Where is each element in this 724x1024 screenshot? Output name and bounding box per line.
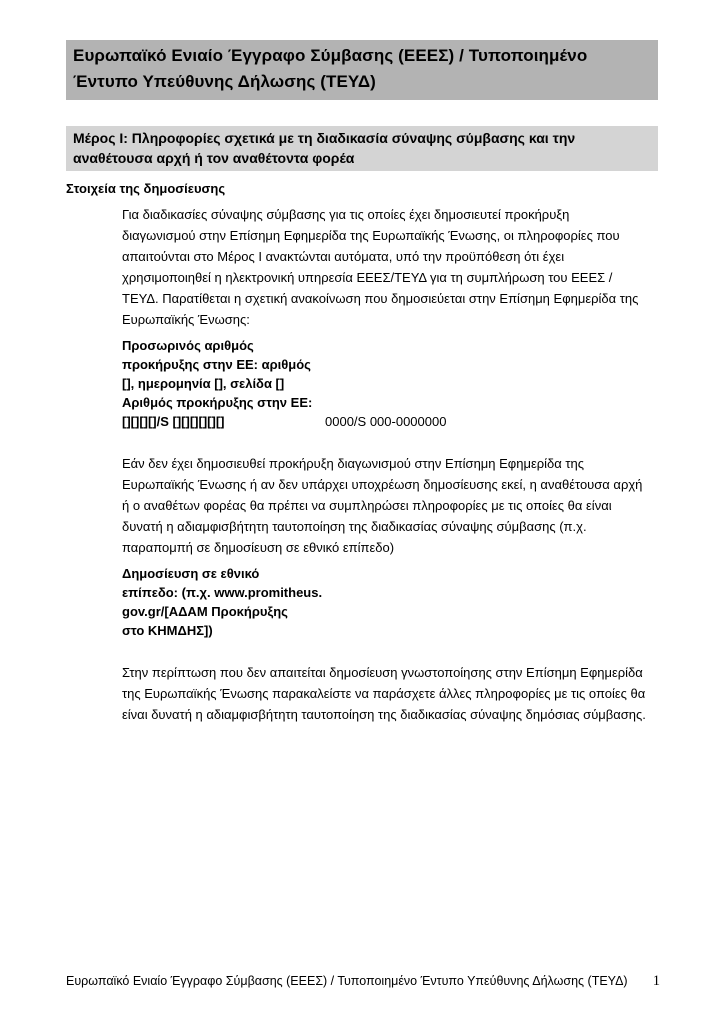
document-title: Ευρωπαϊκό Ενιαίο Έγγραφο Σύμβασης (ΕΕΕΣ) / Τυποποιημένο Έντυπο Υπεύθυνης Δήλωσης (ΤΕΥΔ) (66, 40, 658, 100)
paragraph-no-requirement: Στην περίπτωση που δεν απαιτείται δημοσίευση γνωστοποίησης στην Επίσημη Εφημερίδα της Ευρωπαϊκής Ένωσης παρακαλείστε να παράσχετε άλλες πληροφορίες με τις οποίες θα είναι δυνατή η αδιαμφισβήτητη ταυτοποίηση της διαδικασίας σύναψης δημόσιας σύμβασης. (122, 665, 646, 722)
eu-notice-number-value: 0000/S 000-0000000 (325, 414, 447, 429)
document-body (66, 40, 658, 725)
field-national-publication (122, 564, 658, 640)
part1-section-header: Μέρος Ι: Πληροφορίες σχετικά με τη διαδικασία σύναψης σύμβασης και την αναθέτουσα αρχή ή τον αναθέτοντα φορέα (66, 126, 658, 171)
national-publication-label: Δημοσίευση σε εθνικό επίπεδο: (π.χ. www.promitheus. gov.gr/[ΑΔΑΜ Προκήρυξης στο ΚΗΜΔΗΣ]) (122, 566, 323, 638)
eu-notice-number-label: Προσωρινός αριθμός προκήρυξης στην ΕΕ: αριθμός [], ημερομηνία [], σελίδα [] Αριθμός προκήρυξης στην ΕΕ: [][][][]/S [][][][][][] (122, 338, 313, 429)
paragraph-not-published: Εάν δεν έχει δημοσιευθεί προκήρυξη διαγωνισμού στην Επίσημη Εφημερίδα της Ευρωπαϊκής Ένωσης ή αν δεν υπάρχει υποχρέωση δημοσίευσης εκεί, η αναθέτουσα αρχή ή ο αναθέτων φορέας θα πρέπει να συμπληρώσει πληροφορίες με τις οποίες θα είναι δυνατή η αδιαμφισβήτητη ταυτοποίηση της διαδικασίας σύναψης σύμβασης (π.χ. παραπομπή σε δημοσίευση σε εθνικό επίπεδο) (122, 456, 643, 555)
publication-details-heading: Στοιχεία της δημοσίευσης (66, 181, 226, 196)
page-footer (66, 973, 660, 990)
field-eu-notice-number (122, 336, 658, 431)
paragraph-auto-retrieval: Για διαδικασίες σύναψης σύμβασης για τις οποίες έχει δημοσιευτεί προκήρυξη διαγωνισμού στην Επίσημη Εφημερίδα της Ευρωπαϊκής Ένωσης, οι πληροφορίες που απαιτούνται στο Μέρος Ι ανακτώνται αυτόματα, υπό την προϋπόθεση ότι έχει χρησιμοποιηθεί η ηλεκτρονική υπηρεσία ΕΕΕΣ/ΤΕΥΔ για τη συμπλήρωση του ΕΕΕΣ /ΤΕΥΔ. Παρατίθεται η σχετική ανακοίνωση που δημοσιεύεται στην Επίσημη Εφημερίδα της Ευρωπαϊκής Ένωσης: (122, 207, 639, 327)
footer-document-title: Ευρωπαϊκό Ενιαίο Έγγραφο Σύμβασης (ΕΕΕΣ) / Τυποποιημένο Έντυπο Υπεύθυνης Δήλωσης (ΤΕΥΔ) (66, 974, 628, 988)
footer-page-number: 1 (652, 973, 660, 989)
